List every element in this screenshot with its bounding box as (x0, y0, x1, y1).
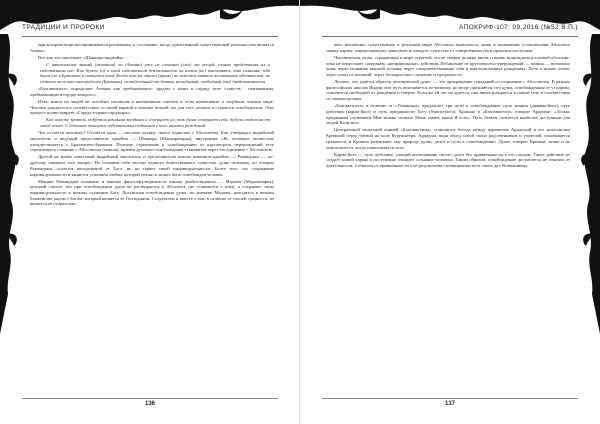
paragraph: Итак, никто из людей не погибает насовсем и неизменным считаем в этом изменчивом и скорбном земном мире. Человек рождается в соответствии со своей кармой в течение вечной, но для того должен и старается освободиться. Этот процесс иллюстрирует «Гаруда-пурана-сародхара»: (30, 98, 274, 116)
page-number-right: 137 (444, 401, 455, 407)
running-head-right: АПОКРИФ-107: 09.2016 (№52 В.П.) (458, 24, 578, 31)
left-body-text (30, 42, 274, 390)
right-body-text (326, 42, 570, 390)
quote-paragraph: С накоплением знаний (незнания) он (Атман) уже не слышит (сам) от вещей, словно представляя их в собственном сне. Как будто (и) в моей собственной деятельности он ничем (не) тяготится, так сознание, ибо душа его в Брахмане и покоится там. Когда нет ни одного (кроме) не имеется никаких постоянных обозначений, не сознает тот кто отгородился (Брахман), неотделённый от бытия, нелюдимый, свободный (от) двойственности. (40, 61, 270, 84)
paragraph: него неизменно существенное в реальном мире Абсолюта включалось лишь в понимании установления Абсолюта закону кармы, определяющему зависимость каждого существа от совершённых им в прошлом поступков. (326, 42, 570, 53)
side-vine-right (578, 34, 600, 334)
paragraph: Другой не менее известный индийский мыслитель и представитель школы вишишта-адвайты — Рамануджа — по-другому понимал этот вопрос. Не сознавая себя частью единого божественного существа, душа человека, по учению Рамануджи, остается неотделимой от Бога, но не теряет своей индивидуальности. Более того, это сохранение индивидуальности и является условием любви, которой только и может быть освобожден человек. (30, 154, 274, 177)
paragraph: Что остаётся человеку? Остаётся одно — постичь истину своего единства с Абсолютом. Как утверждал индийский мыслитель и ведущий представитель адвайты — Шанкара (Шанкарачарья), внутреннее «Я» человека полностью отождествляется с Брахманом-Атманом. Поэтому стремление к освобождению от круговорота перерождений есть стремление к слиянию с Абсолютом (мокша), причём духовное освобождение становится через это единение с Абсолютом. (30, 130, 274, 153)
paragraph: Лучшее, что удаётся обрести человеческой душе, — это прекращение страданий и соединение с Абсолютом. В разных философских школах Индии этот путь описывается по-разному, но везде признаётся, что душа, освобождённая от уз кармы, становится свободной от рождения и смерти. Если же ей это не удаётся, она вновь рождается в новом теле в соответствии со своими делами. (326, 79, 570, 102)
quote-paragraph: Как вместе зритель любуется ночными звездами и созерцает их, так душа созерцает себя, будучи отделена от своей земли. С детства пользуясь собственным созданием у кого тысячи рождений. (40, 117, 270, 129)
paragraph: Мнение Рамануджи основано и мнение философа-ведантиста школы двайта-веданты — Мадхвы (Мадхвачарья), который считал, что при освобождении душа не растворяется в Абсолюте (не становится с ним), а сохраняет свою индивидуальность в вечном служении Богу. Достигшая освобождения душа, по мнению Мадхвы, находится в вечном блаженстве рядом с Богом, который является её Господином, Создателем и вместе с тем, в отличие от слепой сущности, не является её сущностью. (30, 178, 274, 207)
page-number-left: 136 (144, 401, 155, 407)
footer-rule-left (22, 398, 278, 399)
paragraph: Вот как это описывает «Шанкара-виджайя»: (38, 54, 125, 60)
footer-right (322, 398, 578, 410)
right-page (300, 0, 600, 424)
paragraph: «Бхагаватгита» определяет Атмана как пребывающего «рядом с нами к сердцу всех существ… неизменным, пребывающим в сердце каждого». (30, 86, 274, 97)
running-head-left: ТРАДИЦИИ И ПРОРОКИ (22, 24, 105, 31)
header-rule-right (322, 36, 578, 37)
side-vine-left (0, 34, 22, 334)
paragraph: при котором вещи воспринимаются реальными, к состоянию, когда единственной существующей реальностью является Атман». (30, 42, 274, 53)
paragraph: Карма-йога — путь действия, учащий выполнению своего долга без привязанности к его плодам. Такое действие не создаёт новой кармы и постепенно очищает сознание человека. Таким образом, освобождение достигается не отказом от деятельности, а отказом от привязанности к её результатам, посвящением всех своих дел Всевышнему. (326, 151, 570, 169)
header-rule-left (22, 36, 278, 37)
paragraph: Центральной сюжетной линией «Бхагаватгиты» становится беседа между царевичем Арджуной и его колесничим Кришной перед битвой на поле Курукшетра. Арджуна, видя перед собой своих родственников и учителей, отказывается сражаться, и Кришна разъясняет ему природу души, долга и пути к освобождению. Душа, говорит Кришна, вечна и не уничтожается, когда уничтожается тело. (326, 127, 570, 150)
paragraph: «Бхагаватгита» в отличие от «Упанишад» предлагает три пути к освобождению: путь знания (джняна-йога), путь действия (карма-йога) и путь преданности Богу (бхакти-йога). Кришна в «Бхагаватгите» говорит Арджуне: «Только преданным служением Мне можно познать Меня таким, каков Я есть». Путь бхакти считается наиболее доступным для людей Кали-юги. (326, 103, 570, 126)
paragraph: Человеческая душа, страдающая в мире страстей, после смерти должна вновь и вновь возрождаться в новой оболочке, пока не перестанет совершать «неправильные» действия. Избавление от круговорота перерождений — мокша — возможно лишь через познание высшей истины, через совершенствование себя в многочисленных рождениях. Путь к мокше лежит через отказ от желаний, через бескорыстное служение и преданность. (326, 54, 570, 77)
footer-left (22, 398, 278, 410)
footer-rule-right (322, 398, 578, 399)
